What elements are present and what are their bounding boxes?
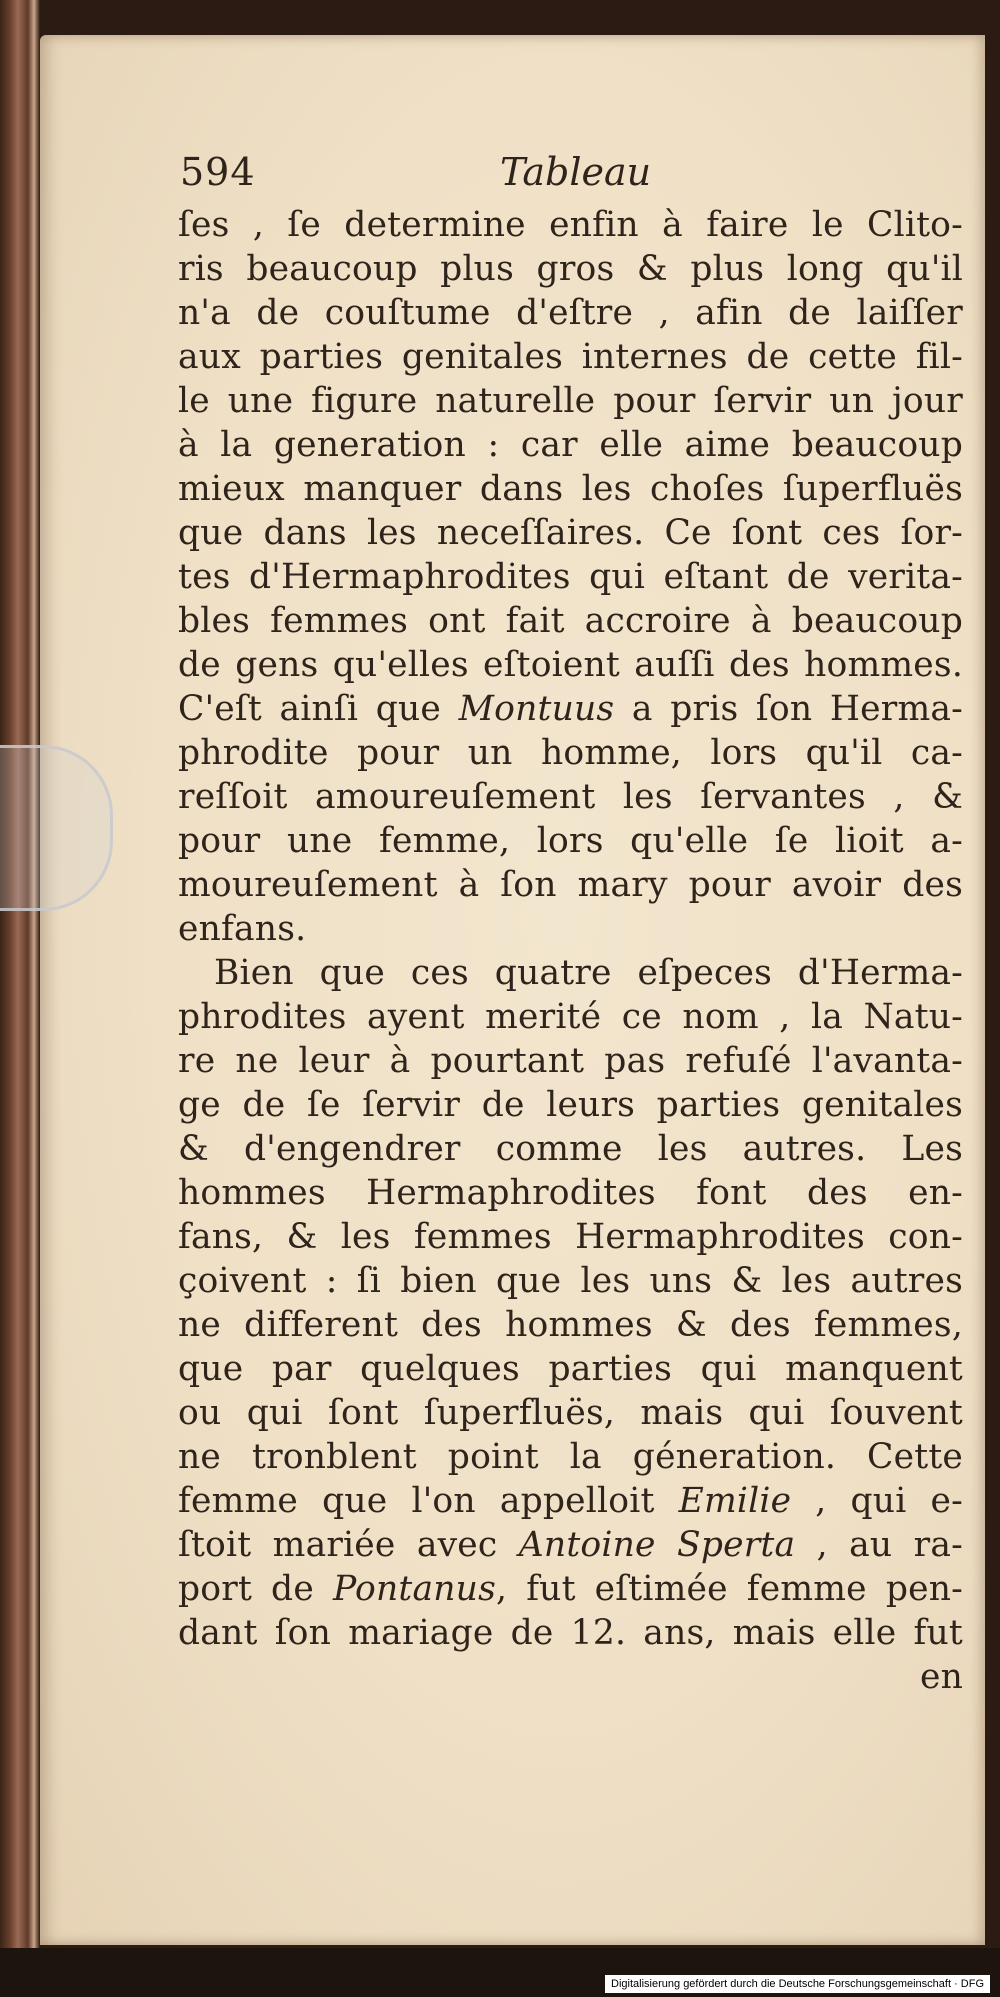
text-line: reſſoit amoureuſement les ſervantes , & xyxy=(178,777,963,817)
text-line: çoivent : ſi bien que les uns & les autres xyxy=(178,1261,963,1301)
text-line: Bien que ces quatre eſpeces d'Herma- xyxy=(214,953,963,993)
text-line: ne tronblent point la géneration. Cette xyxy=(178,1437,963,1477)
page-number: 594 xyxy=(180,150,256,194)
page-clip xyxy=(0,745,113,911)
text-line: ris beaucoup plus gros & plus long qu'il xyxy=(178,249,963,289)
page-header xyxy=(180,150,860,200)
text-line: enfans. xyxy=(178,909,307,949)
text-line: fans, & les femmes Hermaphrodites con- xyxy=(178,1217,963,1257)
text-line: C'eſt ainſi que Montuus a pris ſon Herma- xyxy=(178,689,963,729)
text-line: ou qui ſont ſuperfluës, mais qui ſouvent xyxy=(178,1393,963,1433)
text-line: dant ſon mariage de 12. ans, mais elle fut xyxy=(178,1613,963,1653)
catchword: en xyxy=(919,1657,963,1697)
text-line: & d'engendrer comme les autres. Les xyxy=(178,1129,963,1169)
text-line: aux parties genitales internes de cette fil- xyxy=(178,337,963,377)
text-line: mieux manquer dans les choſes ſuperfluës xyxy=(178,469,963,509)
digitization-credit: Digitalisierung gefördert durch die Deutsche Forschungsgemeinschaft · DFG xyxy=(605,1975,990,1993)
text-line: que par quelques parties qui manquent xyxy=(178,1349,963,1389)
text-line: moureuſement à ſon mary pour avoir des xyxy=(178,865,963,905)
text-line: phrodite pour un homme, lors qu'il ca- xyxy=(178,733,963,773)
text-line: femme que l'on appelloit Emilie , qui e- xyxy=(178,1481,963,1521)
text-line: que dans les neceſſaires. Ce ſont ces ſor- xyxy=(178,513,963,553)
text-line: phrodites ayent merité ce nom , la Natu- xyxy=(178,997,963,1037)
text-line: ne different des hommes & des femmes, xyxy=(178,1305,963,1345)
text-line: n'a de couſtume d'eſtre , afin de laiſſer xyxy=(178,293,963,333)
text-line: pour une femme, lors qu'elle ſe lioit a- xyxy=(178,821,963,861)
body-text xyxy=(178,203,963,1699)
text-line: de gens qu'elles eſtoient auſſi des hommes. xyxy=(178,645,963,685)
text-line: ge de ſe ſervir de leurs parties genitales xyxy=(178,1085,963,1125)
text-line: tes d'Hermaphrodites qui eſtant de verita- xyxy=(178,557,963,597)
text-line: le une figure naturelle pour ſervir un jour xyxy=(178,381,963,421)
text-line: re ne leur à pourtant pas refuſé l'avanta- xyxy=(178,1041,963,1081)
text-line: ſtoit mariée avec Antoine Sperta , au ra- xyxy=(178,1525,963,1565)
running-title: Tableau xyxy=(500,150,652,194)
text-line: à la generation : car elle aime beaucoup xyxy=(178,425,963,465)
text-line: hommes Hermaphrodites font des en- xyxy=(178,1173,963,1213)
text-line: port de Pontanus, fut eſtimée femme pen- xyxy=(178,1569,964,1609)
text-line: bles femmes ont fait accroire à beaucoup xyxy=(178,601,963,641)
text-line: ſes , ſe determine enfin à faire le Clito- xyxy=(178,205,963,245)
